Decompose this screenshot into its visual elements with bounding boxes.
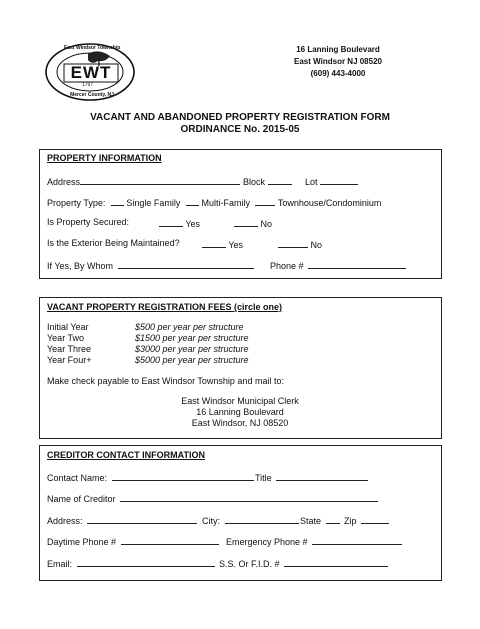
fee-row[interactable] [47, 322, 244, 333]
city-field[interactable] [225, 514, 299, 524]
emergency-phone-field[interactable] [312, 535, 402, 545]
state-field[interactable] [326, 514, 340, 524]
seal-year: 1797 [82, 82, 94, 88]
townhouse-label: Townhouse/Condominium [277, 198, 382, 208]
secured-label: Is Property Secured: [47, 217, 130, 227]
day-phone-label: Daytime Phone # [47, 537, 117, 547]
lot-row [305, 175, 358, 188]
mail-line-1: East Windsor Municipal Clerk [181, 396, 299, 406]
form-title-line-1: VACANT AND ABANDONED PROPERTY REGISTRATION FORM [90, 112, 390, 123]
seal-ring-top: East Windsor Township [64, 45, 121, 51]
whom-row [47, 259, 254, 272]
fee-row[interactable] [47, 355, 249, 366]
exterior-no [278, 238, 322, 251]
phone-field[interactable] [308, 259, 406, 269]
mail-line-2: 16 Lanning Boulevard [196, 407, 284, 417]
single-family-label: Single Family [126, 198, 181, 208]
address-line-1: 16 Lanning Boulevard [296, 45, 380, 54]
exterior-yes-field[interactable] [202, 238, 226, 248]
fee-year: Year Two [47, 333, 85, 343]
exterior-label: Is the Exterior Being Maintained? [47, 238, 180, 248]
secured-no-field[interactable] [234, 217, 258, 227]
exterior-yes [202, 238, 243, 251]
secured-no [234, 217, 272, 230]
seal-letters: EWT [70, 63, 112, 82]
address-line-3: (609) 443-4000 [310, 69, 366, 78]
fee-year: Year Four+ [47, 355, 92, 365]
townhouse-checkbox[interactable] [255, 196, 275, 206]
ssn-label: S.S. Or F.I.D. # [219, 559, 280, 569]
fee-row[interactable] [47, 333, 249, 344]
property-info-heading: PROPERTY INFORMATION [47, 153, 162, 163]
zip-row [344, 514, 389, 527]
zip-field[interactable] [361, 514, 389, 524]
seal-ring-bottom: Mercer County, NJ [70, 92, 114, 98]
emergency-phone-row [226, 535, 402, 548]
fees-heading: VACANT PROPERTY REGISTRATION FEES (circle one) [47, 302, 283, 312]
block-row [243, 175, 292, 188]
state-label: State [300, 516, 322, 526]
address-label: Address [47, 177, 81, 187]
mailing-address [160, 396, 320, 429]
day-phone-field[interactable] [121, 535, 219, 545]
email-field[interactable] [77, 557, 215, 567]
block-label: Block [243, 177, 266, 187]
contact-name-field[interactable] [112, 471, 254, 481]
email-row [47, 557, 215, 570]
city-label: City: [202, 516, 220, 526]
secured-yes-label: Yes [185, 219, 201, 229]
title-row [255, 471, 368, 484]
title-label: Title [255, 473, 272, 483]
secured-no-label: No [260, 219, 273, 229]
creditor-name-row [47, 492, 378, 505]
address-row [47, 175, 240, 188]
whom-field[interactable] [118, 259, 254, 269]
ssn-field[interactable] [284, 557, 388, 567]
day-phone-row [47, 535, 219, 548]
city-row [202, 514, 299, 527]
address-line-2: East Windsor NJ 08520 [294, 57, 382, 66]
exterior-no-label: No [310, 240, 323, 250]
township-seal [44, 42, 136, 102]
multi-family-label: Multi-Family [201, 198, 250, 208]
creditor-heading: CREDITOR CONTACT INFORMATION [47, 450, 205, 460]
fee-amount: $5000 per year per structure [135, 355, 249, 365]
creditor-address-field[interactable] [87, 514, 197, 524]
state-row [300, 514, 340, 527]
mail-line-3: East Windsor, NJ 08520 [191, 418, 289, 428]
lot-field[interactable] [320, 175, 358, 185]
form-title [40, 112, 440, 136]
emergency-phone-label: Emergency Phone # [226, 537, 308, 547]
fee-amount: $500 per year per structure [135, 322, 244, 332]
fee-year: Initial Year [47, 322, 89, 332]
contact-row [47, 471, 254, 484]
creditor-name-field[interactable] [120, 492, 378, 502]
single-family-checkbox[interactable] [111, 196, 124, 206]
creditor-name-label: Name of Creditor [47, 494, 116, 504]
title-field[interactable] [276, 471, 368, 481]
fee-amount: $1500 per year per structure [135, 333, 249, 343]
property-type-row [47, 196, 381, 209]
township-address [283, 44, 393, 80]
phone-row [270, 259, 406, 272]
property-type-label: Property Type: [47, 198, 106, 208]
ssn-row [219, 557, 388, 570]
block-field[interactable] [268, 175, 292, 185]
creditor-address-row [47, 514, 197, 527]
exterior-yes-label: Yes [228, 240, 244, 250]
fee-year: Year Three [47, 344, 92, 354]
exterior-no-field[interactable] [278, 238, 308, 248]
fee-row[interactable] [47, 344, 249, 355]
fee-amount: $3000 per year per structure [135, 344, 249, 354]
address-field[interactable] [80, 175, 240, 185]
secured-yes-field[interactable] [159, 217, 183, 227]
whom-label: If Yes, By Whom [47, 261, 114, 271]
secured-yes [159, 217, 200, 230]
payable-text: Make check payable to East Windsor Township and mail to: [47, 376, 284, 386]
lot-label: Lot [305, 177, 318, 187]
zip-label: Zip [344, 516, 357, 526]
multi-family-checkbox[interactable] [186, 196, 199, 206]
phone-label: Phone # [270, 261, 304, 271]
contact-label: Contact Name: [47, 473, 108, 483]
form-title-line-2: ORDINANCE No. 2015-05 [180, 124, 300, 135]
email-label: Email: [47, 559, 73, 569]
creditor-address-label: Address: [47, 516, 83, 526]
